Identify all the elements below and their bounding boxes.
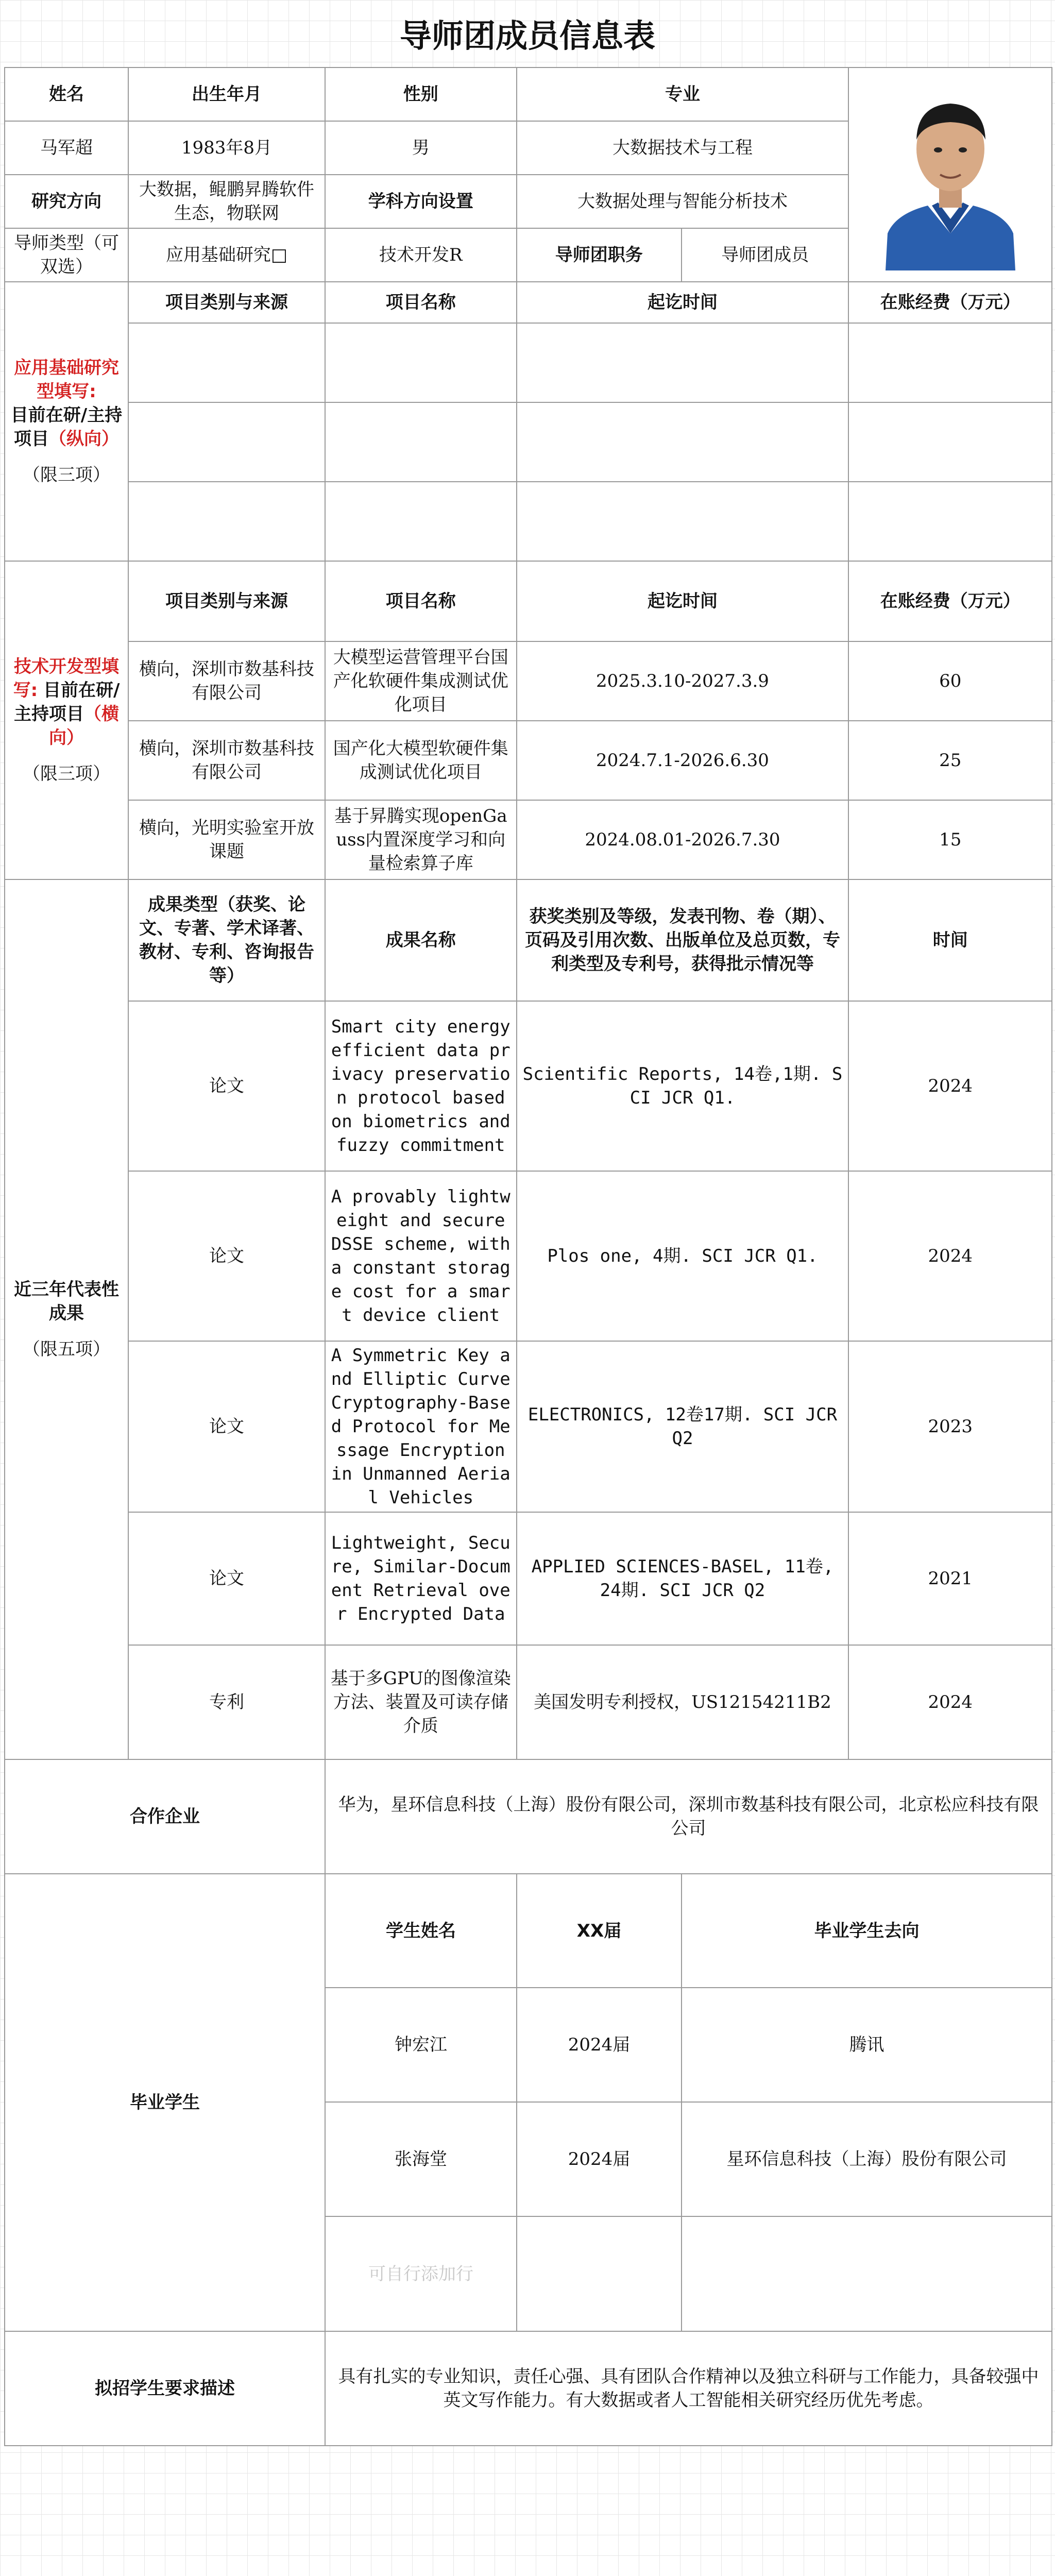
tech-row-name: 国产化大模型软硬件集成测试优化项目 <box>325 721 517 800</box>
ach-col-detail: 获奖类别及等级，发表刊物、卷（期）、页码及引用次数、出版单位及总页数，专利类型及专利号，获得批示情况等 <box>517 879 849 1001</box>
ach-row-type: 论文 <box>128 1341 325 1512</box>
graduates-cell <box>325 1874 1052 2331</box>
ach-row-detail: ELECTRONICS, 12卷17期. SCI JCR Q2 <box>517 1341 849 1512</box>
grad-row-dest: 腾讯 <box>682 1988 1051 2102</box>
type-basic-option[interactable]: 应用基础研究□ <box>128 228 325 282</box>
info-table <box>4 67 1052 2446</box>
table-row <box>5 641 1052 721</box>
grad-col-year: XX届 <box>517 1874 682 1988</box>
grad-empty-cell[interactable] <box>682 2216 1051 2331</box>
applied-cell[interactable] <box>848 323 1052 402</box>
name-label: 姓名 <box>5 67 128 121</box>
grad-empty-cell[interactable] <box>517 2216 682 2331</box>
ach-row-time: 2024 <box>848 1645 1052 1759</box>
applied-side-red: 应用基础研究型填写: <box>14 358 119 402</box>
grad-row-name: 钟宏江 <box>326 1988 517 2102</box>
applied-cell[interactable] <box>325 323 517 402</box>
gender-label: 性别 <box>325 67 517 121</box>
ach-row-name: Lightweight, Secure, Similar-Document Retrieval over Encrypted Data <box>325 1512 517 1645</box>
table-row <box>5 1171 1052 1341</box>
discipline-value: 大数据处理与智能分析技术 <box>517 175 849 228</box>
table-row <box>5 800 1052 879</box>
major-label: 专业 <box>517 67 849 121</box>
tech-col-fund: 在账经费（万元） <box>848 561 1052 641</box>
tech-col-type: 项目类别与来源 <box>128 561 325 641</box>
applied-cell[interactable] <box>517 482 849 561</box>
applied-side-text: 目前在研/主持项目 <box>10 405 123 449</box>
applied-cell[interactable] <box>325 402 517 482</box>
achievements-side-label <box>5 879 128 1759</box>
achievements-side: 近三年代表性成果 <box>14 1279 119 1324</box>
grad-row-year: 2024届 <box>517 1988 682 2102</box>
table-row <box>326 1988 1051 2102</box>
tech-side-red2: （横向） <box>49 704 119 748</box>
name-value: 马军超 <box>5 121 128 175</box>
ach-row-time: 2023 <box>848 1341 1052 1512</box>
tech-row-time: 2025.3.10-2027.3.9 <box>517 641 849 721</box>
applied-cell[interactable] <box>128 402 325 482</box>
tech-row-time: 2024.08.01-2026.7.30 <box>517 800 849 879</box>
tech-row-fund: 15 <box>848 800 1052 879</box>
ach-row-type: 论文 <box>128 1001 325 1171</box>
ach-row-type: 论文 <box>128 1171 325 1341</box>
tech-row-name: 基于昇腾实现openGauss内置深度学习和向量检索算子库 <box>325 800 517 879</box>
ach-col-type: 成果类型（获奖、论文、专著、学术译著、教材、专利、咨询报告等） <box>128 879 325 1001</box>
achievements-limit: （限五项） <box>23 1339 110 1360</box>
ach-row-detail: Plos one, 4期. SCI JCR Q1. <box>517 1171 849 1341</box>
grad-col-dest: 毕业学生去向 <box>682 1874 1051 1988</box>
applied-cell[interactable] <box>517 402 849 482</box>
photo-cell <box>848 67 1052 282</box>
requirements-label: 拟招学生要求描述 <box>5 2331 325 2446</box>
applied-cell[interactable] <box>325 482 517 561</box>
gender-value: 男 <box>325 121 517 175</box>
research-label: 研究方向 <box>5 175 128 228</box>
tech-row-type: 横向，深圳市数基科技有限公司 <box>128 721 325 800</box>
tech-row-type: 横向，光明实验室开放课题 <box>128 800 325 879</box>
birth-label: 出生年月 <box>128 67 325 121</box>
ach-row-name: A provably lightweight and secure DSSE scheme, with a constant storage cost for a smart device client <box>325 1171 517 1341</box>
tech-col-name: 项目名称 <box>325 561 517 641</box>
table-row <box>5 1645 1052 1759</box>
ach-row-detail: APPLIED SCIENCES-BASEL, 11卷, 24期. SCI JCR Q2 <box>517 1512 849 1645</box>
ach-row-time: 2024 <box>848 1171 1052 1341</box>
grad-row-dest: 星环信息科技（上海）股份有限公司 <box>682 2102 1051 2216</box>
tech-side-red: 技术开发型填写: <box>13 656 119 701</box>
ach-row-detail: 美国发明专利授权，US12154211B2 <box>517 1645 849 1759</box>
tech-row-type: 横向，深圳市数基科技有限公司 <box>128 641 325 721</box>
avatar <box>880 79 1020 270</box>
grad-col-name: 学生姓名 <box>326 1874 517 1988</box>
tech-col-time: 起讫时间 <box>517 561 849 641</box>
birth-value: 1983年8月 <box>128 121 325 175</box>
ach-row-type: 论文 <box>128 1512 325 1645</box>
ach-row-type: 专利 <box>128 1645 325 1759</box>
duty-value: 导师团成员 <box>682 228 848 282</box>
table-row <box>5 721 1052 800</box>
graduates-table <box>326 1874 1051 2331</box>
applied-cell[interactable] <box>848 402 1052 482</box>
applied-col-fund: 在账经费（万元） <box>848 282 1052 323</box>
duty-label: 导师团职务 <box>517 228 682 282</box>
applied-side-label <box>5 282 128 561</box>
table-row <box>5 1512 1052 1645</box>
grad-row-name: 张海堂 <box>326 2102 517 2216</box>
applied-cell[interactable] <box>517 323 849 402</box>
ach-row-time: 2021 <box>848 1512 1052 1645</box>
applied-col-name: 项目名称 <box>325 282 517 323</box>
partners-label: 合作企业 <box>5 1759 325 1874</box>
ach-row-detail: Scientific Reports, 14卷,1期. SCI JCR Q1. <box>517 1001 849 1171</box>
applied-side-red2: （纵向） <box>49 429 119 449</box>
applied-col-type: 项目类别与来源 <box>128 282 325 323</box>
add-row-hint[interactable]: 可自行添加行 <box>326 2216 517 2331</box>
requirements-value: 具有扎实的专业知识，责任心强、具有团队合作精神以及独立科研与工作能力，具备较强中英文写作能力。有大数据或者人工智能相关研究经历优先考虑。 <box>325 2331 1052 2446</box>
applied-col-time: 起讫时间 <box>517 282 849 323</box>
tech-row-name: 大模型运营管理平台国产化软硬件集成测试优化项目 <box>325 641 517 721</box>
type-label: 导师类型（可双选） <box>5 228 128 282</box>
applied-cell[interactable] <box>128 482 325 561</box>
ach-row-name: Smart city energy efficient data privacy preservation protocol based on biometrics and fuzzy commitment <box>325 1001 517 1171</box>
ach-row-time: 2024 <box>848 1001 1052 1171</box>
table-row <box>5 1001 1052 1171</box>
applied-cell[interactable] <box>128 323 325 402</box>
major-value: 大数据技术与工程 <box>517 121 849 175</box>
page-title: 导师团成员信息表 <box>399 17 655 55</box>
ach-col-time: 时间 <box>848 879 1052 1001</box>
ach-row-name: A Symmetric Key and Elliptic Curve Cryptography-Based Protocol for Message Encryption in Unmanned Aerial Vehicles <box>325 1341 517 1512</box>
type-dev-option[interactable]: 技术开发R <box>325 228 517 282</box>
tech-row-fund: 60 <box>848 641 1052 721</box>
table-row <box>5 1341 1052 1512</box>
applied-limit: （限三项） <box>23 465 110 485</box>
ach-col-name: 成果名称 <box>325 879 517 1001</box>
tech-row-time: 2024.7.1-2026.6.30 <box>517 721 849 800</box>
applied-cell[interactable] <box>848 482 1052 561</box>
grad-row-year: 2024届 <box>517 2102 682 2216</box>
tech-side-text: 目前在研/主持项目 <box>14 680 120 724</box>
graduates-label: 毕业学生 <box>5 1874 325 2331</box>
discipline-label: 学科方向设置 <box>325 175 517 228</box>
research-value: 大数据，鲲鹏昇腾软件生态，物联网 <box>128 175 325 228</box>
ach-row-name: 基于多GPU的图像渲染方法、装置及可读存储介质 <box>325 1645 517 1759</box>
tech-row-fund: 25 <box>848 721 1052 800</box>
partners-value: 华为，星环信息科技（上海）股份有限公司，深圳市数基科技有限公司，北京松应科技有限公司 <box>325 1759 1052 1874</box>
tech-limit: （限三项） <box>23 764 110 784</box>
tech-side-label <box>5 561 128 879</box>
table-row <box>326 2102 1051 2216</box>
